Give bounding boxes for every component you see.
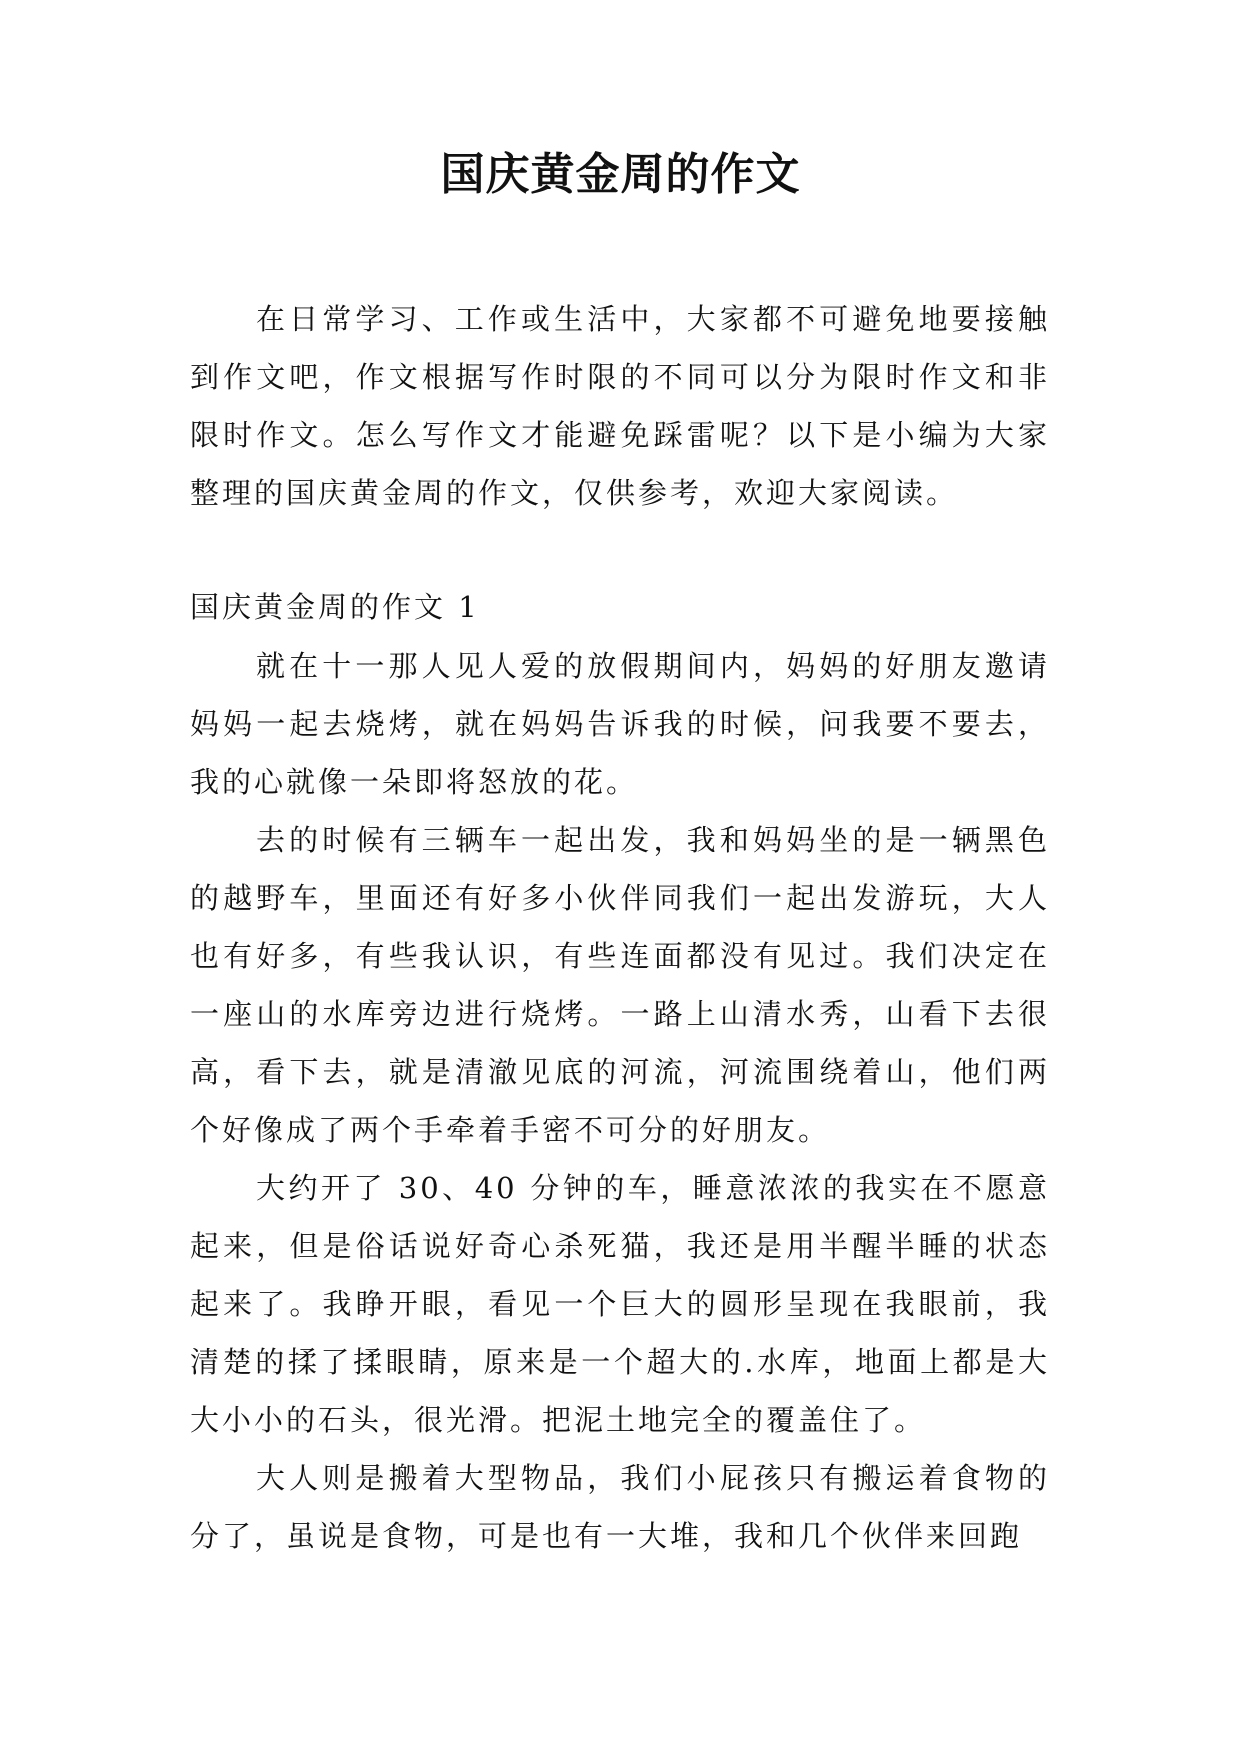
essay-paragraph-2: 去的时候有三辆车一起出发，我和妈妈坐的是一辆黑色的越野车，里面还有好多小伙伴同我们一起出发游玩，大人也有好多，有些我认识，有些连面都没有见过。我们决定在一座山的水库旁边进行烧烤。一路上山清水秀，山看下去很高，看下去，就是清澈见底的河流，河流围绕着山，他们两个好像成了两个手牵着手密不可分的好朋友。 bbox=[190, 823, 1050, 1147]
section-heading: 国庆黄金周的作文 1 bbox=[190, 590, 480, 624]
essay-paragraph-3: 大约开了 30、40 分钟的车，睡意浓浓的我实在不愿意起来，但是俗话说好奇心杀死猫，我还是用半醒半睡的状态起来了。我睁开眼，看见一个巨大的圆形呈现在我眼前，我清楚的揉了揉眼睛，原来是一个超大的.水库，地面上都是大大小小的石头，很光滑。把泥土地完全的覆盖住了。 bbox=[190, 1171, 1050, 1437]
essay-body bbox=[190, 637, 1050, 1565]
intro-paragraph: 在日常学习、工作或生活中，大家都不可避免地要接触到作文吧，作文根据写作时限的不同可以分为限时作文和非限时作文。怎么写作文才能避免踩雷呢？以下是小编为大家整理的国庆黄金周的作文，仅供参考，欢迎大家阅读。 bbox=[190, 302, 1050, 510]
intro-section bbox=[190, 290, 1050, 522]
document-title: 国庆黄金周的作文 bbox=[440, 149, 801, 200]
essay-paragraph-1: 就在十一那人见人爱的放假期间内，妈妈的好朋友邀请妈妈一起去烧烤，就在妈妈告诉我的时候，问我要不要去，我的心就像一朵即将怒放的花。 bbox=[190, 649, 1050, 799]
essay-paragraph-4: 大人则是搬着大型物品，我们小屁孩只有搬运着食物的分了，虽说是食物，可是也有一大堆，我和几个伙伴来回跑 bbox=[190, 1461, 1050, 1553]
